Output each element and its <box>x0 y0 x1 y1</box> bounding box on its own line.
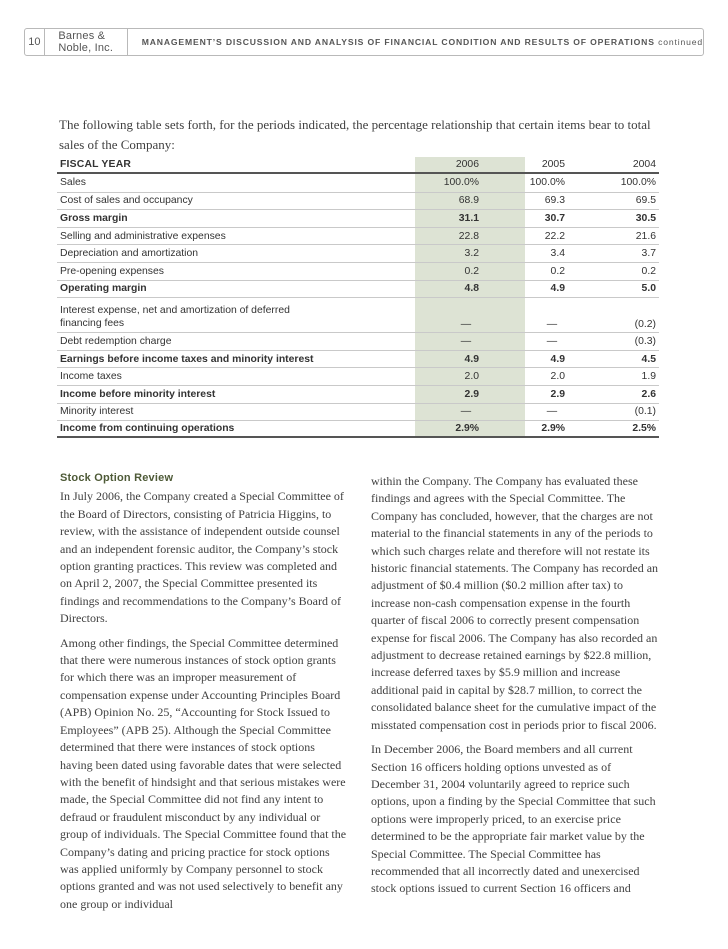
value-2005: 22.2 <box>544 230 565 242</box>
value-2006: 4.8 <box>464 283 479 295</box>
value-2004: (0.1) <box>634 406 656 418</box>
left-text-column <box>60 470 350 920</box>
value-2006: — <box>460 335 472 347</box>
value-2004: 21.6 <box>635 230 656 242</box>
table-row <box>57 209 659 227</box>
row-label: Income from continuing operations <box>60 422 235 434</box>
value-2006: 2.0 <box>464 371 479 383</box>
table-row <box>57 332 659 350</box>
value-2005: 30.7 <box>544 212 565 224</box>
value-2004: (0.3) <box>634 335 656 347</box>
table-row <box>57 244 659 262</box>
value-2005: — <box>546 406 558 418</box>
value-2006: 2.9% <box>455 422 479 434</box>
table-row <box>57 350 659 368</box>
table-header-row <box>57 157 659 174</box>
row-label: Operating margin <box>60 283 147 295</box>
value-2006: 22.8 <box>458 230 479 242</box>
value-2005: 0.2 <box>550 265 565 277</box>
section-title <box>128 37 703 47</box>
value-2004: 30.5 <box>635 212 656 224</box>
value-2004: 100.0% <box>620 177 656 189</box>
value-2004: 2.6 <box>641 388 656 400</box>
value-2005: — <box>546 319 558 331</box>
value-2005: 69.3 <box>544 195 565 207</box>
row-label: Pre-opening expenses <box>60 265 164 277</box>
table-row <box>57 367 659 385</box>
table-row <box>57 262 659 280</box>
column-header-2004: 2004 <box>632 159 656 170</box>
body-paragraph: within the Company. The Company has evaluated these findings and agrees with the Special Committee. The Company has concluded, however, that the charges are not material to the financial statements in any of the periods to which such charges relate and therefore will not restate its historic financial statements. The Company has recorded an adjustment of $0.4 million ($0.2 million after tax) to increase non-cash compensation expense in the fourth quarter of fiscal 2006 to correctly present compensation expense for fiscal 2006. The Company has also recorded an adjustment to decrease retained earnings by $22.8 million, increase deferred taxes by $5.9 million and increase additional paid in capital by $28.7 million, to correct the consolidated balance sheet for the cumulative impact of the misstated compensation cost in periods prior to fiscal 2006. <box>371 474 659 732</box>
right-text-column <box>371 473 661 905</box>
value-2004: 3.7 <box>641 248 656 260</box>
value-2005: 2.9 <box>550 388 565 400</box>
value-2006: 4.9 <box>464 353 479 365</box>
row-label: Cost of sales and occupancy <box>60 195 193 207</box>
value-2006: 100.0% <box>443 177 479 189</box>
row-label <box>60 304 415 330</box>
value-2006: 3.2 <box>464 248 479 260</box>
row-label-line-1: Interest expense, net and amortization of deferred <box>60 305 290 317</box>
intro-paragraph: The following table sets forth, for the periods indicated, the percentage relationship that certain items bear to total sales of the Company: <box>59 117 651 152</box>
table-row <box>57 192 659 210</box>
row-label: Gross margin <box>60 212 128 224</box>
value-2004: (0.2) <box>634 319 656 331</box>
body-paragraph: In December 2006, the Board members and all current Section 16 officers holding options unvested as of December 31, 2004 voluntarily agreed to reprice such options, upon a finding by the Special Committee that such options were improperly priced, to an exercise price determined to be the appropriate fair market value by the Special Committee. The Special Committee has recommended that all incorrectly dated and unexercised stock options issued to current Section 16 officers and <box>371 742 656 896</box>
table-row <box>57 420 659 438</box>
row-label: Sales <box>60 177 86 189</box>
table-row <box>57 297 659 332</box>
value-2004: 4.5 <box>641 353 656 365</box>
column-header-2005: 2005 <box>541 159 565 170</box>
row-label: Depreciation and amortization <box>60 248 199 260</box>
value-2005: 2.9% <box>541 422 565 434</box>
value-2005: 4.9 <box>550 283 565 295</box>
value-2006: 2.9 <box>464 388 479 400</box>
page-number: 10 <box>28 36 41 48</box>
table-row <box>57 385 659 403</box>
value-2004: 69.5 <box>635 195 656 207</box>
table-row <box>57 174 659 192</box>
section-heading: Stock Option Review <box>60 472 174 484</box>
row-label: Income before minority interest <box>60 388 216 400</box>
section-title-text: MANAGEMENT’S DISCUSSION AND ANALYSIS OF FINANCIAL CONDITION AND RESULTS OF OPERATIONS <box>141 37 655 47</box>
value-2004: 0.2 <box>641 265 656 277</box>
value-2005: — <box>546 335 558 347</box>
table-row <box>57 403 659 421</box>
page-header <box>24 28 704 56</box>
row-label: Selling and administrative expenses <box>60 230 226 242</box>
value-2005: 4.9 <box>550 353 565 365</box>
value-2004: 1.9 <box>641 371 656 383</box>
value-2005: 2.0 <box>550 371 565 383</box>
row-label-line-2: financing fees <box>60 318 125 330</box>
body-paragraph: Among other findings, the Special Committee determined that there were numerous instances of stock option grants for which there was an improper measurement of compensation expense under Accounting Principles Board (APB) Opinion No. 25, “Accounting for Stock Issued to Employees” (APB 25). Although the Special Committee determined that there were instances of stock options having been dated using favorable dates that were selected with the benefit of hindsight and that serious mistakes were made, the Special Committee did not find any intent to defraud or fraudulent misconduct by any individual or group of individuals. The Special Committee found that the Company’s dating and pricing practice for stock options was applied uniformly by Company personnel to stock options granted and was not used selectively to benefit any one group or individual <box>60 635 347 911</box>
value-2005: 100.0% <box>529 177 565 189</box>
value-2006: 0.2 <box>464 265 479 277</box>
value-2005: 3.4 <box>550 248 565 260</box>
table-row <box>57 280 659 298</box>
row-label: Earnings before income taxes and minority interest <box>60 353 314 365</box>
company-name: Barnes & Noble, Inc. <box>58 30 114 54</box>
table-header-label: FISCAL YEAR <box>60 159 132 170</box>
value-2006: 68.9 <box>458 195 479 207</box>
row-label: Income taxes <box>60 371 122 383</box>
value-2006: — <box>460 406 472 418</box>
value-2006: 31.1 <box>458 212 479 224</box>
table-row <box>57 227 659 245</box>
percentage-table <box>57 157 659 438</box>
section-suffix: continued <box>658 37 703 47</box>
value-2004: 2.5% <box>632 422 656 434</box>
body-paragraph: In July 2006, the Company created a Special Committee of the Board of Directors, consisting of Patricia Higgins, to review, with the assistance of independent outside counsel and an independent forensic auditor, the Company’s stock option granting practices. This review was completed and on April 2, 2007, the Special Committee presented its findings and recommendations to the Company’s Board of Directors. <box>60 489 344 626</box>
value-2004: 5.0 <box>641 283 656 295</box>
row-label: Minority interest <box>60 406 134 418</box>
column-header-2006: 2006 <box>455 159 479 170</box>
row-label: Debt redemption charge <box>60 335 172 347</box>
value-2006: — <box>460 319 472 331</box>
